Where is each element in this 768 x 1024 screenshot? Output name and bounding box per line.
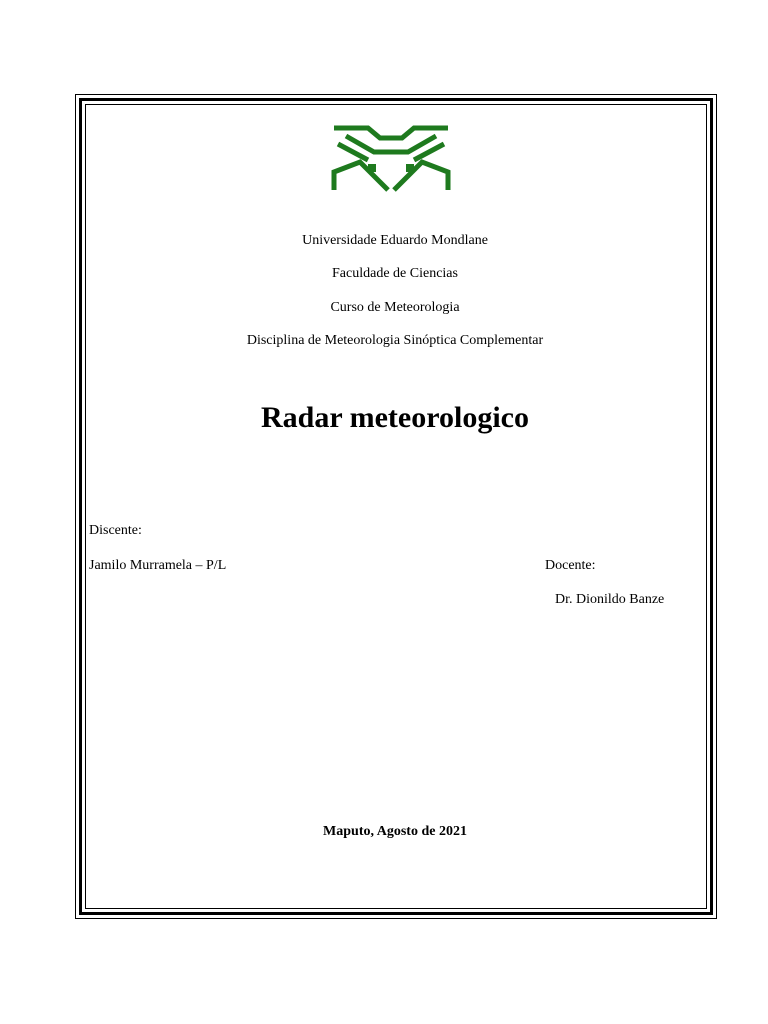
university-emblem-icon — [328, 124, 454, 194]
student-name: Jamilo Murramela – P/L — [89, 558, 227, 573]
page-border-inner — [85, 104, 707, 909]
faculty-name: Faculdade de Ciencias — [332, 266, 458, 281]
teacher-label: Docente: — [545, 558, 596, 573]
teacher-name: Dr. Dionildo Banze — [555, 592, 665, 607]
discipline-name: Disciplina de Meteorologia Sinóptica Complementar — [246, 333, 544, 348]
university-name: Universidade Eduardo Mondlane — [302, 233, 488, 248]
course-name: Curso de Meteorologia — [330, 300, 460, 315]
place-date: Maputo, Agosto de 2021 — [323, 824, 467, 839]
page-border — [75, 94, 717, 919]
student-label: Discente: — [89, 523, 142, 538]
document-title: Radar meteorologico — [261, 401, 529, 434]
